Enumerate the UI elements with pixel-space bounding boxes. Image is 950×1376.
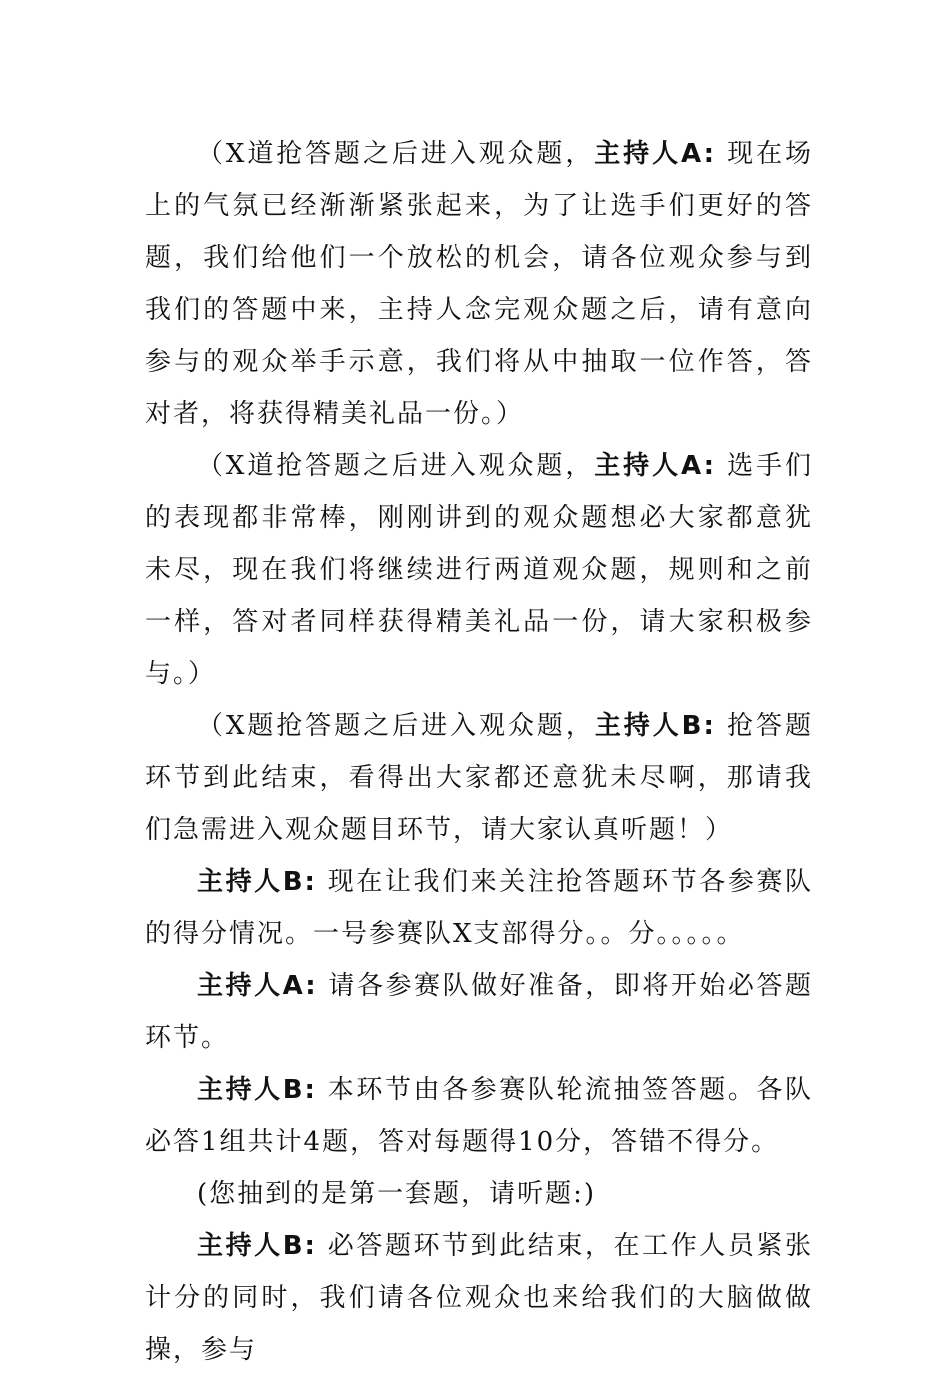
paragraph-audience-question-1 xyxy=(145,128,813,440)
speaker-label: 主持人B: xyxy=(197,1231,317,1261)
dialogue-text: 现在场上的气氛已经渐渐紧张起来，为了让选手们更好的答题，我们给他们一个放松的机会，请各位观众参与到我们的答题中来，主持人念完观众题之后，请有意向参与的观众举手示意，我们将从中抽取一位作答，答对者，将获得精美礼品一份。） xyxy=(145,139,813,429)
speaker-label: 主持人B: xyxy=(594,711,716,741)
paragraph-prepare-required xyxy=(145,960,813,1064)
dialogue-text: 本环节由各参赛队轮流抽签答题。各队必答1组共计4题，答对每题得10分，答错不得分。 xyxy=(145,1075,814,1157)
dialogue-text: 抢答题环节到此结束，看得出大家都还意犹未尽啊，那请我们急需进入观众题目环节，请大家认真听题！） xyxy=(145,711,814,845)
dialogue-text: 请各参赛队做好准备，即将开始必答题环节。 xyxy=(145,971,814,1053)
dialogue-text: 现在让我们来关注抢答题环节各参赛队的得分情况。一号参赛队X支部得分。。分。。。。。 xyxy=(145,867,814,949)
speaker-label: 主持人B: xyxy=(197,1075,317,1105)
paragraph-first-set xyxy=(145,1168,813,1220)
paragraph-audience-question-2 xyxy=(145,440,813,700)
stage-direction-text: （X题抢答题之后进入观众题， xyxy=(197,711,595,741)
speaker-label: 主持人A: xyxy=(594,139,716,169)
dialogue-text: 选手们的表现都非常棒，刚刚讲到的观众题想必大家都意犹未尽，现在我们将继续进行两道观众题，规则和之前一样，答对者同样获得精美礼品一份，请大家积极参与。） xyxy=(145,451,813,689)
stage-direction-text: （X道抢答题之后进入观众题， xyxy=(197,451,595,481)
speaker-label: 主持人A: xyxy=(594,451,716,481)
speaker-label: 主持人B: xyxy=(197,867,317,897)
paragraph-score-report xyxy=(145,856,813,960)
paragraph-required-end xyxy=(145,1220,813,1376)
stage-direction-text: (您抽到的是第一套题，请听题:) xyxy=(197,1179,597,1209)
paragraph-audience-question-3 xyxy=(145,700,813,856)
speaker-label: 主持人A: xyxy=(197,971,318,1001)
dialogue-text: 必答题环节到此结束，在工作人员紧张计分的同时，我们请各位观众也来给我们的大脑做做操，参与 xyxy=(145,1231,814,1365)
paragraph-required-rules xyxy=(145,1064,813,1168)
stage-direction-text: （X道抢答题之后进入观众题， xyxy=(197,139,595,169)
document-body xyxy=(145,128,813,1376)
